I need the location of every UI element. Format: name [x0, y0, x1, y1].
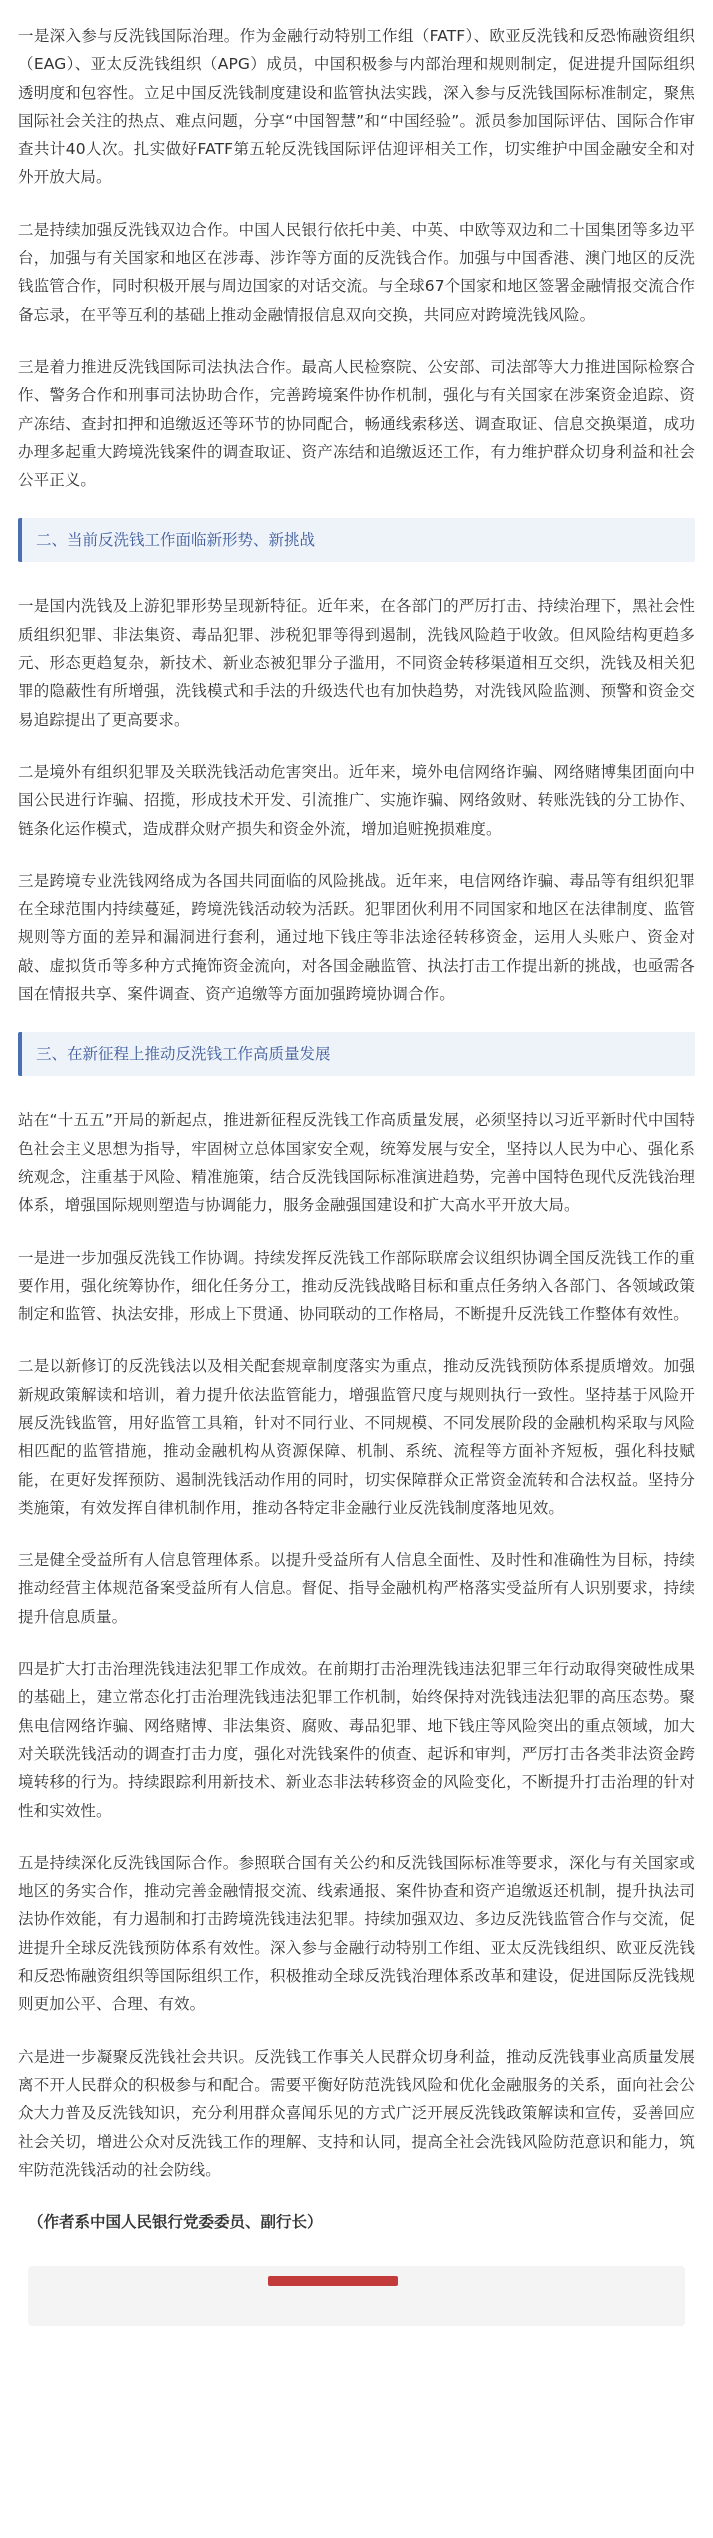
paragraph: 三是着力推进反洗钱国际司法执法合作。最高人民检察院、公安部、司法部等大力推进国际检察合作、警务合作和刑事司法协助合作，完善跨境案件协作机制，强化与有关国家在涉案资金追踪、资产冻结、查封扣押和追缴返还等环节的协同配合，畅通线索移送、调查取证、信息交换渠道，成功办理多起重大跨境洗钱案件的调查取证、资产冻结和追缴返还工作，有力维护群众切身利益和社会公平正义。 [18, 357, 695, 490]
paragraph: 一是国内洗钱及上游犯罪形势呈现新特征。近年来，在各部门的严厉打击、持续治理下，黑社会性质组织犯罪、非法集资、毒品犯罪、涉税犯罪等得到遏制，洗钱风险趋于收敛。但风险结构更趋多元、形态更趋复杂，新技术、新业态被犯罪分子滥用，不同资金转移渠道相互交织，洗钱及相关犯罪的隐蔽性有所增强，洗钱模式和手法的升级迭代也有加快趋势，对洗钱风险监测、预警和资金交易追踪提出了更高要求。 [18, 597, 695, 729]
paragraph: 一是深入参与反洗钱国际治理。作为金融行动特别工作组（FATF）、欧亚反洗钱和反恐怖融资组织（EAG）、亚太反洗钱组织（APG）成员，中国积极参与内部治理和规则制定，促进提升国际组织透明度和包容性。立足中国反洗钱制度建设和监管执法实践，深入参与反洗钱国际标准制定，聚焦国际社会关注的热点、难点问题，分享“中国智慧”和“中国经验”。派员参加国际评估、国际合作审查共计40人次。扎实做好FATF第五轮反洗钱国际评估迎评相关工作，切实维护中国金融安全和对外开放大局。 [18, 27, 695, 187]
paragraph: 一是进一步加强反洗钱工作协调。持续发挥反洗钱工作部际联席会议组织协调全国反洗钱工作的重要作用，强化统筹协作，细化任务分工，推动反洗钱战略目标和重点任务纳入各部门、各领域政策制定和监管、执法安排，形成上下贯通、协同联动的工作格局，不断提升反洗钱工作整体有效性。 [18, 1248, 695, 1324]
paragraph: 二是以新修订的反洗钱法以及相关配套规章制度落实为重点，推动反洗钱预防体系提质增效。加强新规政策解读和培训，着力提升依法监管能力，增强监管尺度与规则执行一致性。坚持基于风险开展反洗钱监管，用好监管工具箱，针对不同行业、不同规模、不同发展阶段的金融机构采取与风险相匹配的监管措施，推动金融机构从资源保障、机制、系统、流程等方面补齐短板，强化科技赋能，在更好发挥预防、遏制洗钱活动作用的同时，切实保障群众正常资金流转和合法权益。坚持分类施策，有效发挥自律机制作用，推动各特定非金融行业反洗钱制度落地见效。 [18, 1357, 695, 1517]
paragraph: 五是持续深化反洗钱国际合作。参照联合国有关公约和反洗钱国际标准等要求，深化与有关国家或地区的务实合作，推动完善金融情报交流、线索通报、案件协查和资产追缴返还机制，提升执法司法协作效能，有力遏制和打击跨境洗钱违法犯罪。持续加强双边、多边反洗钱监管合作与交流，促进提升全球反洗钱预防体系有效性。深入参与金融行动特别工作组、亚太反洗钱组织、欧亚反洗钱和反恐怖融资组织等国际组织工作，积极推动全球反洗钱治理体系改革和建设，促进国际反洗钱规则更加公平、合理、有效。 [18, 1853, 695, 2014]
paragraph: 三是健全受益所有人信息管理体系。以提升受益所有人信息全面性、及时性和准确性为目标，持续推动经营主体规范备案受益所有人信息。督促、指导金融机构严格落实受益所有人识别要求，持续提升信息质量。 [18, 1551, 695, 1626]
paragraph: 站在“十五五”开局的新起点，推进新征程反洗钱工作高质量发展，必须坚持以习近平新时代中国特色社会主义思想为指导，牢固树立总体国家安全观，统筹发展与安全，坚持以人民为中心、强化系统观念，注重基于风险、精准施策，结合反洗钱国际标准演进趋势，完善中国特色现代反洗钱治理体系，增强国际规则塑造与协调能力，服务金融强国建设和扩大高水平开放大局。 [18, 1111, 695, 1215]
footer-card[interactable] [28, 2266, 685, 2326]
author-note: （作者系中国人民银行党委委员、副行长） [28, 2213, 323, 2232]
paragraph: 六是进一步凝聚反洗钱社会共识。反洗钱工作事关人民群众切身利益，推动反洗钱事业高质量发展离不开人民群众的积极参与和配合。需要平衡好防范洗钱风险和优化金融服务的关系，面向社会公众大力普及反洗钱知识，充分利用群众喜闻乐见的方式广泛开展反洗钱政策解读和宣传，妥善回应社会关切，增进公众对反洗钱工作的理解、支持和认同，提高全社会洗钱风险防范意识和能力，筑牢防范洗钱活动的社会防线。 [18, 2047, 695, 2179]
paragraph: 二是境外有组织犯罪及关联洗钱活动危害突出。近年来，境外电信网络诈骗、网络赌博集团面向中国公民进行诈骗、招揽，形成技术开发、引流推广、实施诈骗、网络敛财、转账洗钱的分工协作、链条化运作模式，造成群众财产损失和资金外流，增加追赃挽损难度。 [18, 762, 695, 838]
paragraph: 三是跨境专业洗钱网络成为各国共同面临的风险挑战。近年来，电信网络诈骗、毒品等有组织犯罪在全球范围内持续蔓延，跨境洗钱活动较为活跃。犯罪团伙利用不同国家和地区在法律制度、监管规则等方面的差异和漏洞进行套利，通过地下钱庄等非法途径转移资金，运用人头账户、资金对敲、虚拟货币等多种方式掩饰资金流向，对各国金融监管、执法打击工作提出新的挑战，也亟需各国在情报共享、案件调查、资产追缴等方面加强跨境协调合作。 [18, 871, 695, 1004]
paragraph: 二是持续加强反洗钱双边合作。中国人民银行依托中美、中英、中欧等双边和二十国集团等多边平台，加强与有关国家和地区在涉毒、涉诈等方面的反洗钱合作。加强与中国香港、澳门地区的反洗钱监管合作，同时积极开展与周边国家的对话交流。与全球67个国家和地区签署金融情报交流合作备忘录，在平等互利的基础上推动金融情报信息双向交换，共同应对跨境洗钱风险。 [18, 220, 695, 324]
section-heading-3: 三、在新征程上推动反洗钱工作高质量发展 [18, 1032, 695, 1076]
paragraph: 四是扩大打击治理洗钱违法犯罪工作成效。在前期打击治理洗钱违法犯罪三年行动取得突破性成果的基础上，建立常态化打击治理洗钱违法犯罪工作机制，始终保持对洗钱违法犯罪的高压态势。聚焦电信网络诈骗、网络赌博、非法集资、腐败、毒品犯罪、地下钱庄等风险突出的重点领域，加大对关联洗钱活动的调查打击力度，强化对洗钱案件的侦查、起诉和审判，严厉打击各类非法资金跨境转移的行为。持续跟踪利用新技术、新业态非法转移资金的风险变化，不断提升打击治理的针对性和实效性。 [18, 1660, 695, 1820]
section-heading-2: 二、当前反洗钱工作面临新形势、新挑战 [18, 518, 695, 562]
footer-card-accent [268, 2276, 398, 2286]
